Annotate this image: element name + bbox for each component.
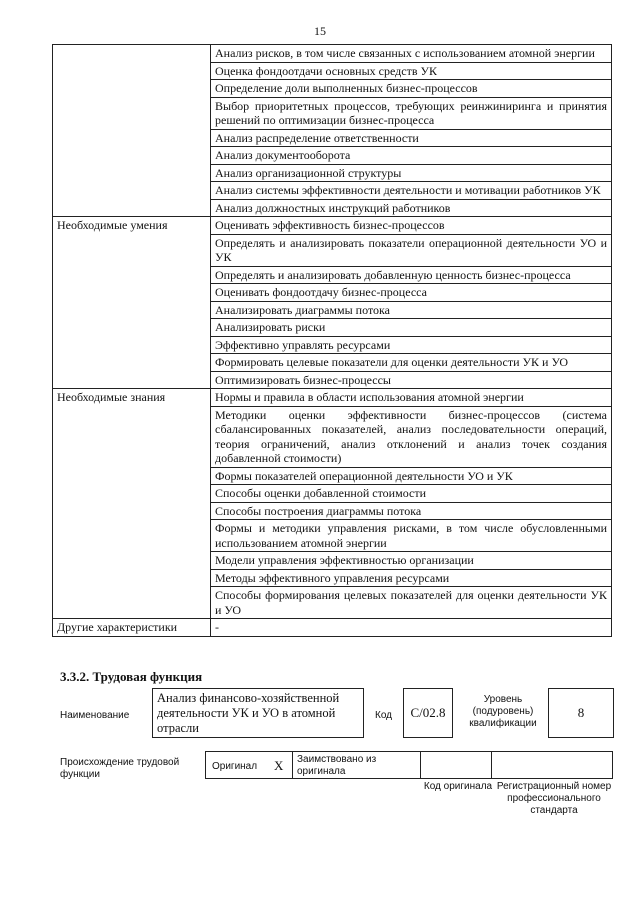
row-text: Способы оценки добавленной стоимости	[211, 485, 612, 503]
row-text: Выбор приоритетных процессов, требующих реинжиниринга и принятия решений по оптимизации бизнес-процесса	[211, 97, 612, 129]
row-text: Формировать целевые показатели для оценки деятельности УК и УО	[211, 354, 612, 372]
name-label: Наименование	[60, 710, 130, 721]
row-text: Формы и методики управления рисками, в том числе обусловленными использованием атомной энергии	[211, 520, 612, 552]
row-text: Определение доли выполненных бизнес-процессов	[211, 80, 612, 98]
row-text: Оценивать фондоотдачу бизнес-процесса	[211, 284, 612, 302]
origin-label: Происхождение трудовой функции	[60, 757, 180, 780]
level-value: 8	[548, 688, 614, 738]
code-value: С/02.8	[403, 688, 453, 738]
reg-number-label: Регистрационный номер профессионального стандарта	[496, 781, 612, 816]
reg-number-cell	[491, 751, 613, 779]
row-label	[53, 45, 211, 217]
row-text: Оценка фондоотдачи основных средств УК	[211, 62, 612, 80]
row-text: Оптимизировать бизнес-процессы	[211, 371, 612, 389]
table-row	[53, 389, 612, 407]
row-text: Анализ должностных инструкций работников	[211, 199, 612, 217]
code-original-cell	[420, 751, 492, 779]
row-text: Эффективно управлять ресурсами	[211, 336, 612, 354]
row-text: Способы формирования целевых показателей для оценки деятельности УК и УО	[211, 587, 612, 619]
code-label: Код	[375, 710, 393, 721]
row-text: Определять и анализировать добавленную ценность бизнес-процесса	[211, 266, 612, 284]
row-text: Анализ документооборота	[211, 147, 612, 165]
table-row	[53, 619, 612, 637]
level-label: Уровень (подуровень) квалификации	[469, 694, 537, 729]
row-text: Модели управления эффективностью организации	[211, 552, 612, 570]
row-text: Формы показателей операционной деятельности УО и УК	[211, 467, 612, 485]
row-label: Другие характеристики	[53, 619, 211, 637]
row-text: Определять и анализировать показатели операционной деятельности УО и УК	[211, 234, 612, 266]
row-text: Методики оценки эффективности бизнес-процессов (система сбалансированных показателей, анализ последовательности операций, теория ограничений, анализ отклонений и анализ точек создания добавленной стоимости)	[211, 406, 612, 467]
row-text: Анализ рисков, в том числе связанных с использованием атомной энергии	[211, 45, 612, 63]
row-text: Анализ распределение ответственности	[211, 129, 612, 147]
original-cell	[205, 751, 293, 779]
code-original-label: Код оригинала	[423, 781, 493, 792]
borrowed-cell	[292, 751, 421, 779]
row-text: Оценивать эффективность бизнес-процессов	[211, 217, 612, 235]
row-label: Необходимые знания	[53, 389, 211, 619]
row-text: -	[211, 619, 612, 637]
row-text: Способы построения диаграммы потока	[211, 502, 612, 520]
row-text: Методы эффективного управления ресурсами	[211, 569, 612, 587]
table-row	[53, 45, 612, 63]
row-text: Анализ организационной структуры	[211, 164, 612, 182]
page-number: 15	[314, 24, 326, 38]
table-row	[53, 217, 612, 235]
original-mark: X	[274, 758, 284, 773]
row-text: Анализировать риски	[211, 319, 612, 337]
row-text: Анализ системы эффективности деятельности и мотивации работников УК	[211, 182, 612, 200]
borrowed-label: Заимствовано из оригинала	[297, 754, 377, 777]
row-text: Нормы и правила в области использования атомной энергии	[211, 389, 612, 407]
section-title: 3.3.2. Трудовая функция	[60, 669, 203, 684]
row-label: Необходимые умения	[53, 217, 211, 389]
row-text: Анализировать диаграммы потока	[211, 301, 612, 319]
original-label: Оригинал	[212, 761, 258, 772]
function-name-value: Анализ финансово-хозяйственной деятельности УК и УО в атомной отрасли	[152, 688, 364, 738]
requirements-table	[52, 44, 612, 637]
